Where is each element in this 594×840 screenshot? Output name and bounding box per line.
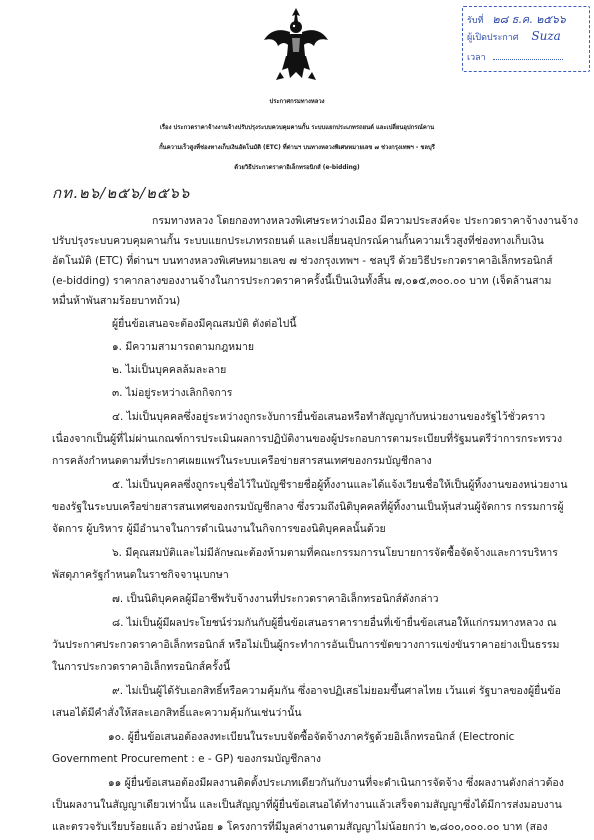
body-line: การคลังกำหนดตามที่ประกาศเผยแพร่ในระบบเครือข่ายสารสนเทศของกรมบัญชีกลาง — [52, 455, 432, 467]
body-line: จัดการ ผู้บริหาร ผู้มีอำนาจในการดำเนินงานในกิจการของนิติบุคคลนั้นด้วย — [52, 523, 386, 535]
garuda-emblem-icon — [262, 6, 330, 82]
stamp-office-label: ผู้เปิดประกาศ — [467, 33, 519, 43]
handwritten-reference-number: กท.๒๖/๒๕๖/๒๕๖๖ — [52, 184, 191, 202]
body-line: เนื่องจากเป็นผู้ที่ไม่ผ่านเกณฑ์การประเมินผลการปฏิบัติงานของผู้ประกอบการตามระเบียบที่รัฐมนตรีว่าการกระทรวง — [52, 433, 563, 445]
body-line: หมื่นห้าพันสามร้อยบาทถ้วน) — [52, 295, 181, 307]
qualification-item: ๗. เป็นนิติบุคคลผู้มีอาชีพรับจ้างงานที่ประกวดราคาอิเล็กทรอนิกส์ดังกล่าว — [112, 593, 439, 605]
body-line: ปรับปรุงระบบควบคุมคานกั้น ระบบแยกประเภทรถยนต์ และเปลี่ยนอุปกรณ์คานกั้นความเร็วสูงที่ช่องทางเก็บเงิน — [52, 235, 544, 247]
body-line: กรมทางหลวง โดยกองทางหลวงพิเศษระหว่างเมือง มีความประสงค์จะ ประกวดราคาจ้างงานจ้าง — [152, 215, 579, 227]
body-line: เป็นผลงานในสัญญาเดียวเท่านั้น และเป็นสัญญาที่ผู้ยื่นข้อเสนอได้ทำงานแล้วเสร็จตามสัญญาซึ่งได้มีการส่งมอบงาน — [52, 799, 562, 811]
stamp-signature: Suza — [531, 29, 561, 43]
body-line: (e-bidding) ราคากลางของงานจ้างในการประกวดราคาครั้งนี้เป็นเงินทั้งสิ้น ๗,๐๑๕,๓๐๐.๐๐ บาท (เจ็ดล้านสาม — [52, 275, 552, 287]
body-line: ของรัฐในระบบเครือข่ายสารสนเทศของกรมบัญชีกลาง ซึ่งรวมถึงนิติบุคคลที่ผู้ทิ้งงานเป็นหุ้นส่วนผู้จัดการ กรรมการผู้ — [52, 501, 564, 513]
body-line: อัตโนมัติ (ETC) ที่ด่านฯ บนทางหลวงพิเศษหมายเลข ๗ ช่วงกรุงเทพฯ - ชลบุรี ด้วยวิธีประกวดราคาอิเล็กทรอนิกส์ — [52, 255, 553, 267]
receipt-stamp — [462, 6, 590, 72]
qualification-item: ๑๐. ผู้ยื่นข้อเสนอต้องลงทะเบียนในระบบจัดซื้อจัดจ้างภาครัฐด้วยอิเล็กทรอนิกส์ (Electronic — [108, 731, 515, 743]
qualification-item: ๒. ไม่เป็นบุคคลล้มละลาย — [112, 364, 227, 376]
body-line: Government Procurement : e - GP) ของกรมบัญชีกลาง — [52, 753, 322, 765]
qualification-item: ๑. มีความสามารถตามกฎหมาย — [112, 341, 255, 353]
qualification-item: ๔. ไม่เป็นบุคคลซึ่งอยู่ระหว่างถูกระงับการยื่นข้อเสนอหรือทำสัญญากับหน่วยงานของรัฐไว้ชั่วคราว — [112, 411, 546, 423]
qualification-item: ๑๑ ผู้ยื่นข้อเสนอต้องมีผลงานติดตั้งประเภทเดียวกันกับงานที่จะดำเนินการจัดจ้าง ซึ่งผลงานดังกล่าวต้อง — [108, 777, 564, 789]
qualification-item: ๘. ไม่เป็นผู้มีผลประโยชน์ร่วมกันกับผู้ยื่นข้อเสนอราคารายอื่นที่เข้ายื่นข้อเสนอให้แก่กรมทางหลวง ณ — [112, 617, 557, 629]
qualification-item: ๖. มีคุณสมบัติและไม่มีลักษณะต้องห้ามตามที่คณะกรรมการนโยบายการจัดซื้อจัดจ้างและการบริหาร — [112, 547, 558, 559]
stamp-received-date: ๒๘ ธ.ค. ๒๕๖๖ — [492, 13, 566, 26]
announcement-agency: ประกาศกรมทางหลวง — [269, 99, 325, 105]
stamp-time-label: เวลา — [467, 53, 486, 63]
subject-line-1: เรื่อง ประกวดราคาจ้างงานจ้างปรับปรุงระบบควบคุมคานกั้น ระบบแยกประเภทรถยนต์ และเปลี่ยนอุปกรณ์คาน — [159, 125, 435, 131]
qualification-item: ๙. ไม่เป็นผู้ได้รับเอกสิทธิ์หรือความคุ้มกัน ซึ่งอาจปฏิเสธไม่ยอมขึ้นศาลไทย เว้นแต่ รัฐบาลของผู้ยื่นข้อ — [112, 685, 561, 697]
body-line: วันประกาศประกวดราคาอิเล็กทรอนิกส์ หรือไม่เป็นผู้กระทำการอันเป็นการขัดขวางการแข่งขันราคาอย่างเป็นธรรม — [52, 639, 560, 651]
stamp-received-label: รับที่ — [467, 16, 484, 26]
qualification-item: ๕. ไม่เป็นบุคคลซึ่งถูกระบุชื่อไว้ในบัญชีรายชื่อผู้ทิ้งงานและได้แจ้งเวียนชื่อให้เป็นผู้ทิ้งงานของหน่วยงาน — [112, 479, 568, 491]
body-line: เสนอได้มีคำสั่งให้สละเอกสิทธิ์และความคุ้มกันเช่นว่านั้น — [52, 707, 302, 719]
body-line: ในการประกวดราคาอิเล็กทรอนิกส์ครั้งนี้ — [52, 661, 231, 673]
subject-line-2: กั้นความเร็วสูงที่ช่องทางเก็บเงินอัตโนมัติ (ETC) ที่ด่านฯ บนทางหลวงพิเศษหมายเลข ๗ ช่วงกรุงเทพฯ - ชลบุรี — [159, 145, 435, 151]
body-line: พัสดุภาครัฐกำหนดในราชกิจจานุเบกษา — [52, 569, 229, 581]
qualification-item: ๓. ไม่อยู่ระหว่างเลิกกิจการ — [112, 387, 233, 399]
body-line: และตรวจรับเรียบร้อยแล้ว อย่างน้อย ๑ โครงการที่มีมูลค่างานตามสัญญาไม่น้อยกว่า ๒,๘๐๐,๐๐๐.๐๐ บาท (สอง — [52, 821, 548, 833]
qualifications-heading: ผู้ยื่นข้อเสนอจะต้องมีคุณสมบัติ ดังต่อไปนี้ — [112, 318, 297, 330]
subject-line-3: ด้วยวิธีประกวดราคาอิเล็กทรอนิกส์ (e-bidding) — [234, 165, 360, 171]
